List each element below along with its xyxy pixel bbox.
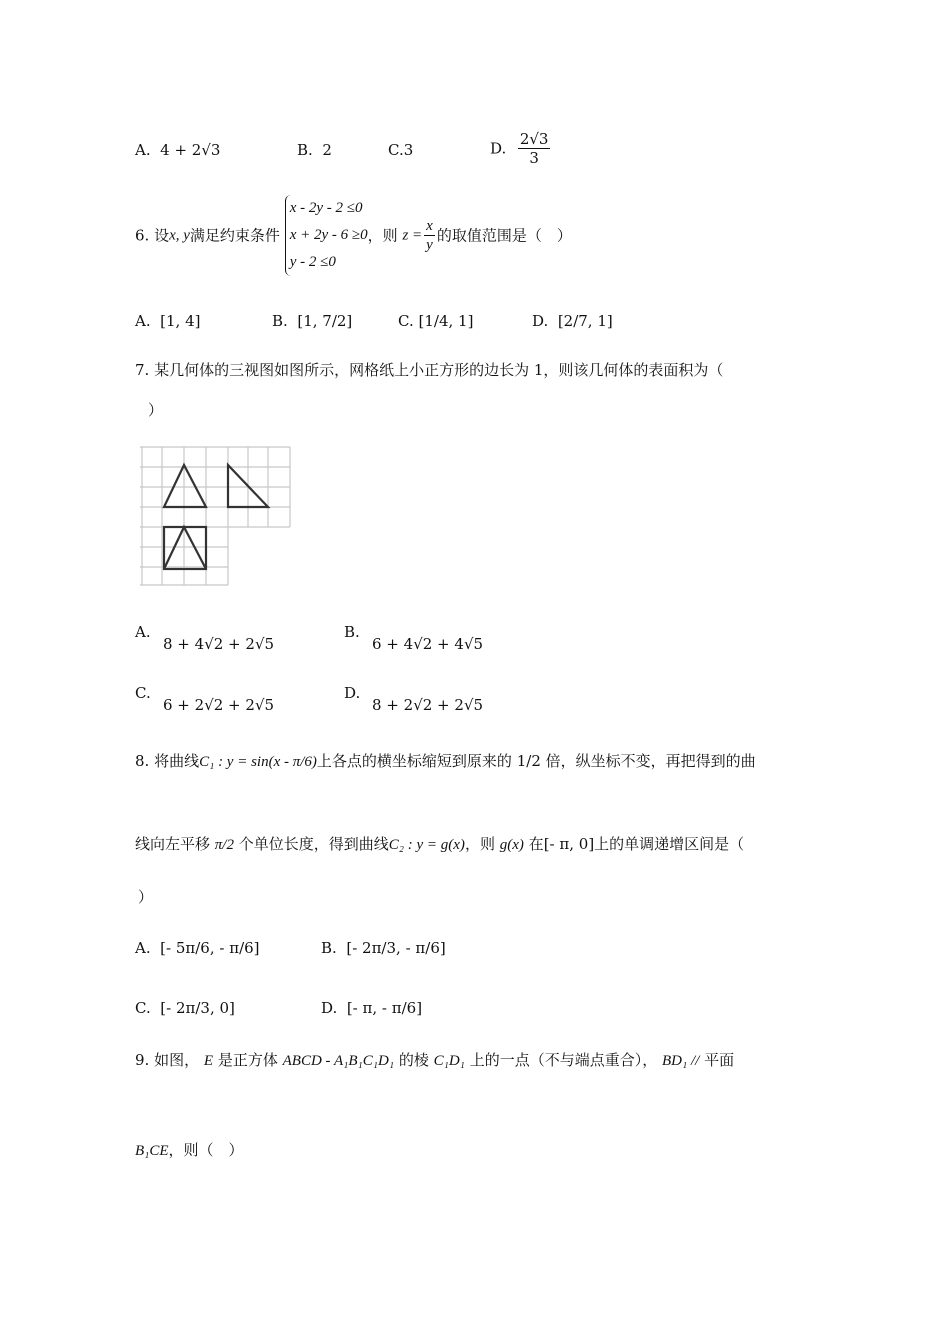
question-8-line2: 线向左平移 π/2 个单位长度，得到曲线C₂ : y = g(x)，则 g(x) 在[- π, 0]上的单调递增区间是（ (135, 835, 745, 853)
q5-option-c: C.3 (388, 141, 414, 159)
question-7-line2: ） (148, 401, 164, 419)
question-7-line1: 7. 某几何体的三视图如图所示，网格纸上小正方形的边长为 1，则该几何体的表面积为（ (135, 361, 724, 379)
q7-option-a-label: A. (135, 623, 151, 641)
q7-option-d-label: D. (344, 684, 361, 702)
question-9-line1: 9. 如图， E 是正方体 ABCD - A₁B₁C₁D₁ 的棱 C₁D₁ 上的一点（不与端点重合）， BD₁ // 平面 (135, 1051, 735, 1069)
front-view-triangle (164, 465, 206, 507)
q7-option-b-label: B. (344, 623, 360, 641)
question-8-line1: 8. 将曲线C₁ : y = sin(x - π/6)上各点的横坐标缩短到原来的 1/2 倍，纵坐标不变，再把得到的曲 (135, 752, 756, 770)
q7-option-a: 8 + 4√2 + 2√5 (163, 635, 275, 653)
q6-option-a: A. [1, 4] (135, 312, 201, 330)
q8-option-b: B. [- 2π/3, - π/6] (321, 939, 446, 957)
q7-option-c: 6 + 2√2 + 2√5 (163, 696, 275, 714)
question-6: 6. 设x, y满足约束条件 x - 2y - 2 ≤0 x + 2y - 6 ≥0 y - 2 ≤0，则 z = $\frac{x}{y}$ 的取值范围是（ ） (135, 195, 572, 276)
q6-option-c: C. [1/4, 1] (398, 312, 474, 330)
q5-option-d: D. $\frac{2√3}{3}$ (490, 130, 549, 167)
top-view-square (164, 527, 206, 569)
q8-option-c: C. [- 2π/3, 0] (135, 999, 235, 1017)
q6-option-d: D. [2/7, 1] (532, 312, 613, 330)
constraint-system: x - 2y - 2 ≤0 x + 2y - 6 ≥0 y - 2 ≤0 (285, 195, 368, 276)
question-8-line3: ） (138, 888, 154, 906)
question-9-line2: B₁CE，则（ ） (135, 1141, 244, 1159)
q6-option-b: B. [1, 7/2] (272, 312, 353, 330)
top-view-lines (164, 527, 206, 569)
q8-option-a: A. [- 5π/6, - π/6] (135, 939, 260, 957)
q8-option-d: D. [- π, - π/6] (321, 999, 423, 1017)
three-view-figure (140, 445, 295, 590)
q5-option-a: A. 4 + 2√3 (135, 141, 221, 159)
q7-option-c-label: C. (135, 684, 151, 702)
q5-option-b: B. 2 (297, 141, 332, 159)
q7-option-d: 8 + 2√2 + 2√5 (372, 696, 484, 714)
q7-option-b: 6 + 4√2 + 4√5 (372, 635, 484, 653)
